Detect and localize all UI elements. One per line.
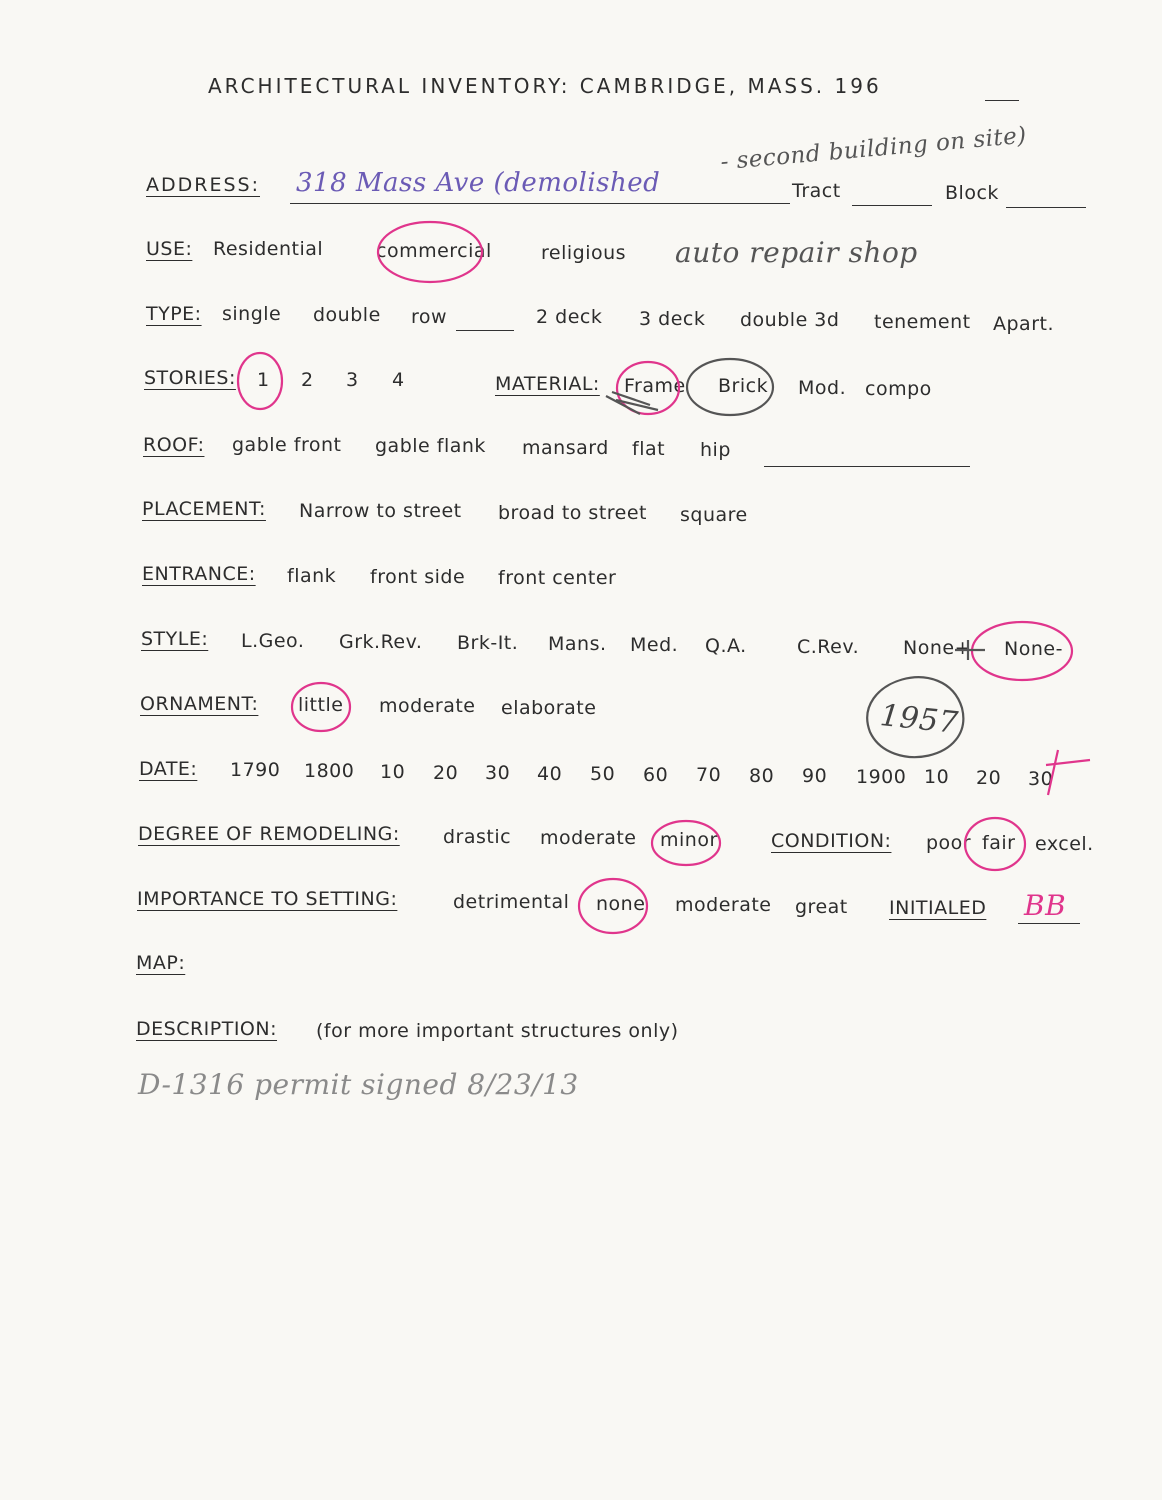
form-title: ARCHITECTURAL INVENTORY: CAMBRIDGE, MASS. 196 <box>208 74 882 98</box>
style-option-qa: Q.A. <box>705 635 747 657</box>
importance-option-none: none <box>596 893 646 915</box>
date-option-1790: 1790 <box>230 759 281 781</box>
type-option-double3d: double 3d <box>740 309 840 331</box>
style-option-none-plus: None+ <box>903 637 971 659</box>
date-option-20: 20 <box>433 762 459 784</box>
roof-option-mansard: mansard <box>522 437 609 459</box>
ornament-option-little: little <box>298 694 344 716</box>
type-option-double: double <box>313 304 381 326</box>
roof-blank <box>764 466 970 467</box>
entrance-option-front-center: front center <box>498 567 617 589</box>
date-option-30: 30 <box>485 762 511 784</box>
type-option-apart: Apart. <box>993 313 1055 335</box>
stories-option-2: 2 <box>301 369 314 391</box>
row-blank <box>456 330 514 331</box>
roof-label: ROOF: <box>143 434 205 456</box>
date-option-70: 70 <box>696 764 722 786</box>
type-option-2deck: 2 deck <box>536 306 603 328</box>
entrance-option-front-side: front side <box>370 566 466 588</box>
description-hint: (for more important structures only) <box>316 1020 679 1042</box>
remodeling-label: DEGREE OF REMODELING: <box>138 823 400 845</box>
tract-blank <box>852 205 932 206</box>
remodeling-option-minor: minor <box>660 829 718 851</box>
use-option-commercial: commercial <box>376 240 492 262</box>
date-handwritten-year: 1957 <box>878 698 960 741</box>
description-note: D-1316 permit signed 8/23/13 <box>138 1068 579 1101</box>
style-option-brkit: Brk-It. <box>457 632 519 654</box>
importance-option-moderate: moderate <box>675 894 772 916</box>
type-option-tenement: tenement <box>874 311 971 333</box>
type-option-3deck: 3 deck <box>639 308 706 330</box>
style-option-none-minus: None- <box>1004 638 1063 660</box>
roof-option-hip: hip <box>700 439 731 461</box>
date-option-90: 90 <box>802 765 828 787</box>
use-label: USE: <box>146 238 193 260</box>
placement-option-narrow: Narrow to street <box>299 500 462 522</box>
roof-option-gable-flank: gable flank <box>375 435 486 457</box>
type-option-single: single <box>222 303 282 325</box>
stories-label: STORIES: <box>144 367 236 389</box>
stories-option-3: 3 <box>346 369 359 391</box>
remodeling-option-moderate: moderate <box>540 827 637 849</box>
use-note: auto repair shop <box>675 236 918 269</box>
condition-option-excel: excel. <box>1035 833 1094 855</box>
roof-option-gable-front: gable front <box>232 434 342 456</box>
placement-label: PLACEMENT: <box>142 498 266 520</box>
condition-option-fair: fair <box>982 832 1016 854</box>
ornament-option-moderate: moderate <box>379 695 476 717</box>
block-label: Block <box>945 182 999 204</box>
style-option-grkrev: Grk.Rev. <box>339 631 423 653</box>
use-option-residential: Residential <box>213 238 324 260</box>
initialed-label: INITIALED <box>889 897 987 919</box>
style-option-lgeo: L.Geo. <box>241 630 305 652</box>
ornament-label: ORNAMENT: <box>140 693 259 715</box>
importance-label: IMPORTANCE TO SETTING: <box>137 888 398 910</box>
address-note: - second building on site) <box>719 122 1028 176</box>
description-label: DESCRIPTION: <box>136 1018 278 1040</box>
date-option-40: 40 <box>537 763 563 785</box>
date-option-10: 10 <box>380 761 406 783</box>
stories-option-4: 4 <box>392 369 405 391</box>
remodeling-option-drastic: drastic <box>443 826 512 848</box>
tract-label: Tract <box>792 180 841 202</box>
date-option-1930: 30 <box>1028 768 1054 790</box>
date-option-1920: 20 <box>976 767 1002 789</box>
placement-option-square: square <box>680 504 748 526</box>
importance-option-great: great <box>795 896 848 918</box>
entrance-option-flank: flank <box>287 565 337 587</box>
year-blank <box>985 100 1019 101</box>
entrance-label: ENTRANCE: <box>142 563 256 585</box>
address-value: 318 Mass Ave (demolished <box>296 168 661 198</box>
use-option-religious: religious <box>541 242 627 264</box>
material-label: MATERIAL: <box>495 373 600 395</box>
material-option-frame: Frame <box>624 375 686 397</box>
map-label: MAP: <box>136 952 186 974</box>
address-blank <box>290 203 790 204</box>
date-option-1800: 1800 <box>304 760 355 782</box>
date-option-80: 80 <box>749 765 775 787</box>
placement-option-broad: broad to street <box>498 502 648 524</box>
material-option-mod: Mod. <box>798 377 847 399</box>
date-option-60: 60 <box>643 764 669 786</box>
initialed-value: BB <box>1024 889 1067 922</box>
condition-label: CONDITION: <box>771 830 892 852</box>
block-blank <box>1006 207 1086 208</box>
date-label: DATE: <box>139 758 198 780</box>
date-option-1910: 10 <box>924 766 950 788</box>
type-option-row: row <box>411 306 448 328</box>
importance-option-detrimental: detrimental <box>453 891 570 913</box>
date-option-1900: 1900 <box>856 766 907 788</box>
address-label: ADDRESS: <box>146 174 260 196</box>
material-option-brick: Brick <box>718 375 769 397</box>
style-label: STYLE: <box>141 628 209 650</box>
style-option-med: Med. <box>630 634 679 656</box>
material-option-compo: compo <box>865 378 932 400</box>
roof-option-flat: flat <box>632 438 666 460</box>
type-label: TYPE: <box>146 303 202 325</box>
style-option-mans: Mans. <box>548 633 607 655</box>
style-option-crev: C.Rev. <box>797 636 860 658</box>
initialed-blank <box>1018 923 1080 924</box>
condition-option-poor: poor <box>926 832 972 854</box>
ornament-option-elaborate: elaborate <box>501 697 597 719</box>
date-option-50: 50 <box>590 763 616 785</box>
stories-option-1: 1 <box>257 369 270 391</box>
